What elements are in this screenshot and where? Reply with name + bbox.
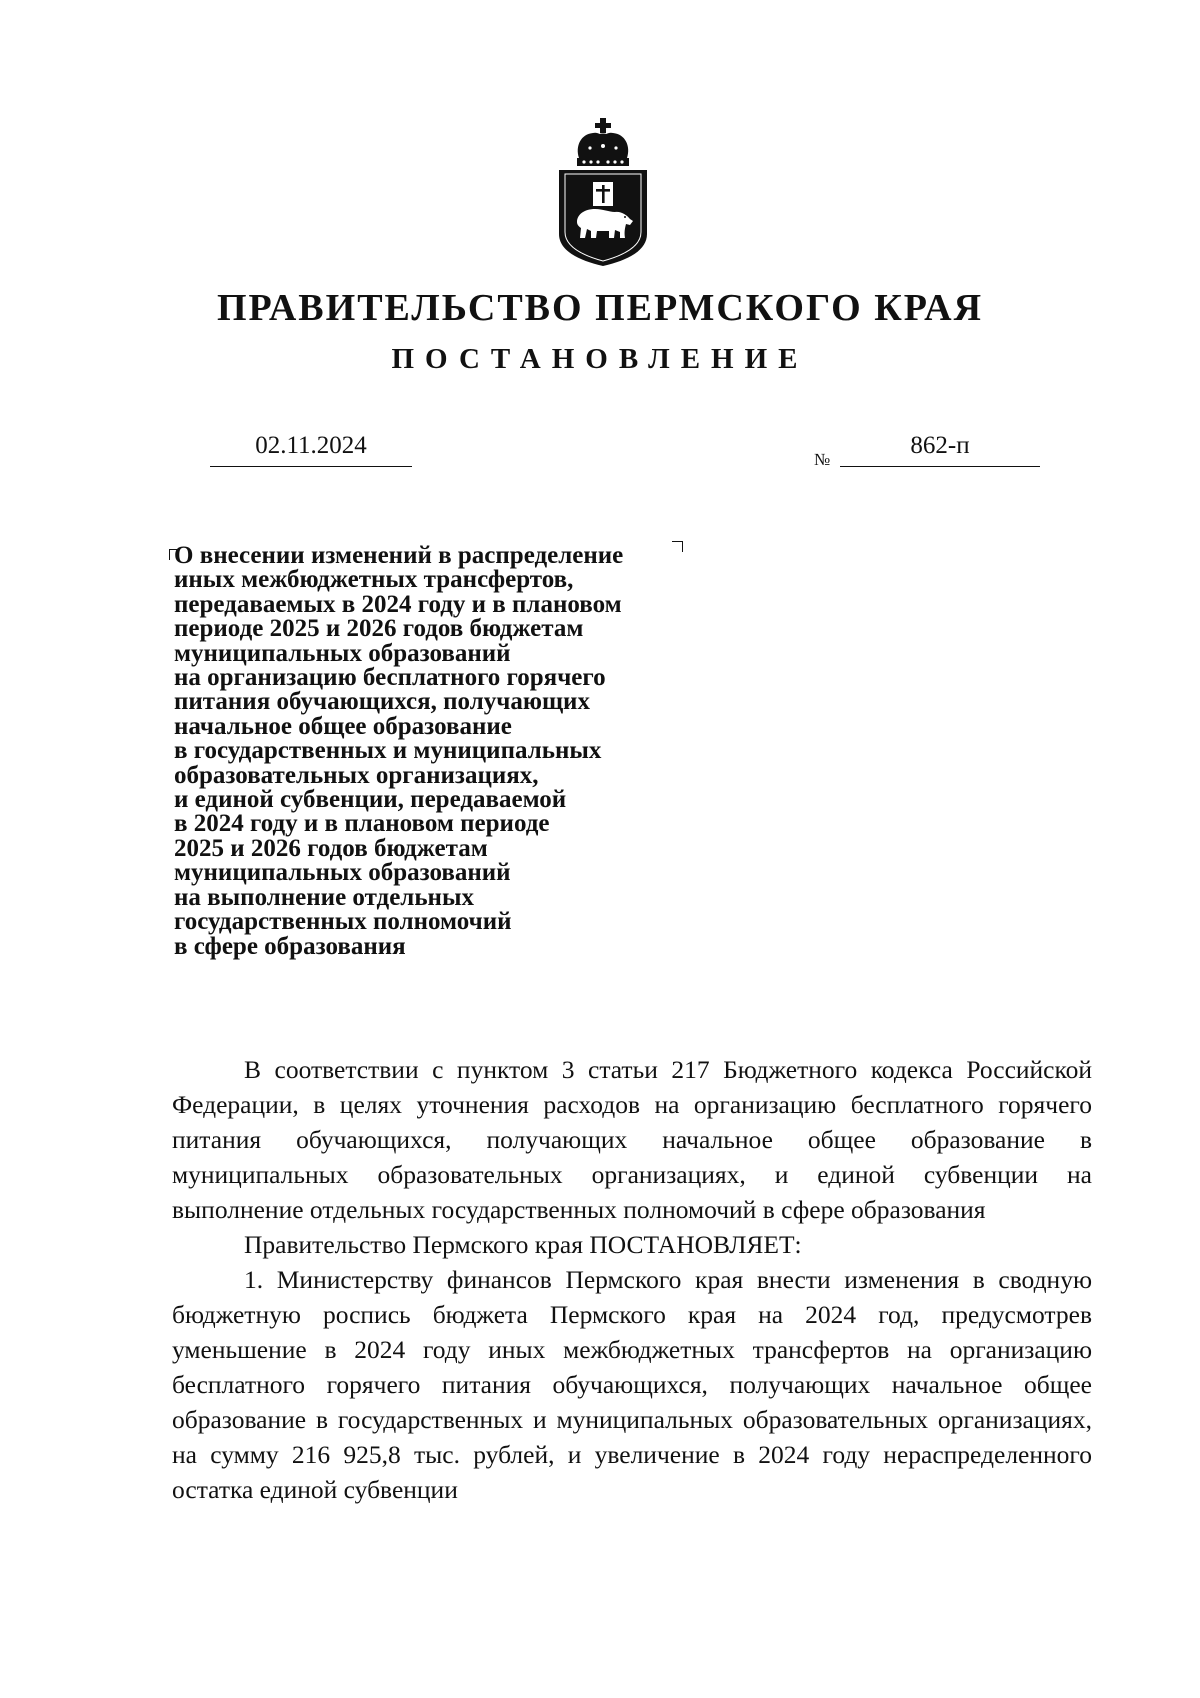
document-subject: [174, 544, 734, 959]
subject-line: в сфере образования: [174, 932, 406, 960]
subject-line: муниципальных образований: [174, 859, 511, 887]
government-name: ПРАВИТЕЛЬСТВО ПЕРМСКОГО КРАЯ: [216, 287, 984, 329]
document-type-heading: ПОСТАНОВЛЕНИЕ: [391, 343, 809, 375]
coat-of-arms-emblem: [557, 116, 649, 268]
subject-line: периоде 2025 и 2026 годов бюджетам: [174, 615, 584, 643]
subject-line: на выполнение отдельных: [174, 883, 474, 911]
subject-line: начальное общее образование: [174, 712, 512, 740]
subject-line: на организацию бесплатного горячего: [174, 664, 606, 692]
subject-line: в 2024 году и в плановом периоде: [174, 810, 550, 838]
resolution-paragraph: Правительство Пермского края ПОСТАНОВЛЯЕТ:: [244, 1230, 802, 1259]
preamble-paragraph: В соответствии с пунктом 3 статьи 217 Бюджетного кодекса Российской Федерации, в целях уточнения расходов на организацию бесплатного горячего питания обучающихся, получающих начальное общее образование в муниципальных образовательных организациях, и единой субвенции на выполнение отдельных государственных полномочий в сфере образования: [172, 1055, 1092, 1224]
subject-line: образовательных организациях,: [174, 761, 539, 789]
item-1-paragraph: 1. Министерству финансов Пермского края внести изменения в сводную бюджетную роспись бюджета Пермского края на 2024 год, предусмотрев уменьшение в 2024 году иных межбюджетных трансфертов на организацию бесплатного горячего питания обучающихся, получающих начальное общее образование в государственных и муниципальных образовательных организациях, на сумму 216 925,8 тыс. рублей, и увеличение в 2024 году нераспределенного остатка единой субвенции: [172, 1265, 1092, 1504]
subject-line: муниципальных образований: [174, 639, 511, 667]
document-date: 02.11.2024: [255, 432, 367, 459]
document-number-field: [840, 426, 1040, 467]
number-sign: №: [814, 450, 831, 469]
document-body: [172, 1052, 1092, 1507]
subject-line: О внесении изменений в распределение: [174, 542, 624, 569]
document-number: 862-п: [910, 432, 970, 459]
subject-line: государственных полномочий: [174, 908, 512, 936]
subject-line: передаваемых в 2024 году и в плановом: [174, 590, 622, 618]
subject-line: питания обучающихся, получающих: [174, 688, 590, 716]
subject-line: и единой субвенции, передаваемой: [174, 786, 567, 814]
subject-line: в государственных и муниципальных: [174, 737, 602, 765]
subject-line: 2025 и 2026 годов бюджетам: [174, 834, 488, 862]
document-date-field: [210, 426, 412, 467]
perm-krai-coat-of-arms-icon: [557, 116, 649, 268]
subject-line: иных межбюджетных трансфертов,: [174, 566, 574, 594]
